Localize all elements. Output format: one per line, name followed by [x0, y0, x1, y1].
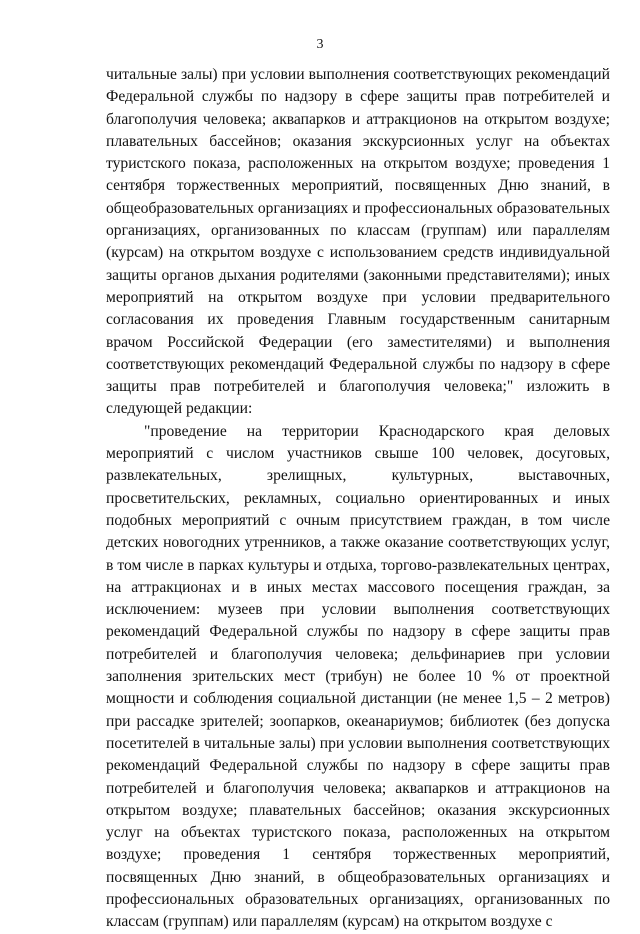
paragraph-new-wording: "проведение на территории Краснодарского края деловых мероприятий с числом участников свыше 100 человек, досуговых, развлекательных, зрелищных, культурных, выставочных, просветительских, рекламных, социально ориентированных и иных подобных мероприятий с очным присутствием граждан, в том числе детских новогодних утренников, а также оказание соответствующих услуг, в том числе в парках культуры и отдыха, торгово-развлекательных центрах, на аттракционах и в иных местах массового посещения граждан, за исключением: музеев при условии выполнения соответствующих рекомендаций Федеральной службы по надзору в сфере защиты прав потребителей и благополучия человека; дельфинариев при условии заполнения зрительских мест (трибун) не более 10 % от проектной мощности и соблюдения социальной дистанции (не менее 1,5 – 2 метров) при рассадке зрителей; зоопарков, океанариумов; библиотек (без допуска посетителей в читальные залы) при условии выполнения соответствующих рекомендаций Федеральной службы по надзору в сфере защиты прав потребителей и благополучия человека; аквапарков и аттракционов на открытом воздухе; плавательных бассейнов; оказания экскурсионных услуг на объектах туристского показа, расположенных на открытом воздухе; проведения 1 сентября торжественных мероприятий, посвященных Дню знаний, в общеобразовательных организациях и профессиональных образовательных организациях, организованных по классам (группам) или параллелям (курсам) на открытом воздухе с [106, 422, 610, 931]
paragraph-continuation: читальные залы) при условии выполнения соответствующих рекомендаций Федеральной службы по надзору в сфере защиты прав потребителей и благополучия человека; аквапарков и аттракционов на открытом воздухе; плавательных бассейнов; оказания экскурсионных услуг на объектах туристского показа, расположенных на открытом воздухе; проведения 1 сентября торжественных мероприятий, посвященных Дню знаний, в общеобразовательных организациях и профессиональных образовательных организациях, организованных по классам (группам) или параллелям (курсам) на открытом воздухе с использованием средств индивидуальной защиты органов дыхания родителями (законными представителями); иных мероприятий на открытом воздухе при условии предварительного согласования их проведения Главным государственным санитарным врачом Российской Федерации (его заместителями) и выполнения соответствующих рекомендаций Федеральной службы по надзору в сфере защиты прав потребителей и благополучия человека;" изложить в следующей редакции: [106, 66, 610, 418]
document-body [106, 64, 610, 934]
page-number: 3 [316, 37, 324, 52]
